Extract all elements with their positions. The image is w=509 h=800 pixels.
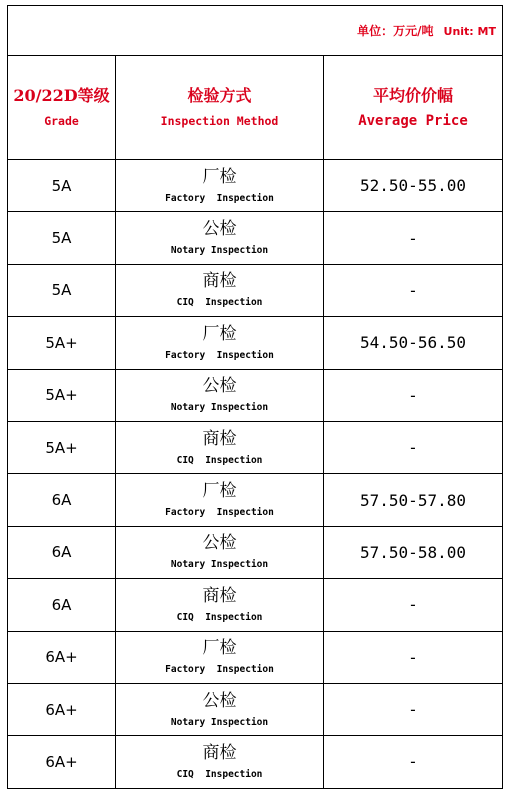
table-row: [8, 317, 503, 369]
method-cell: [116, 474, 324, 526]
method-en: CIQ Inspection: [176, 454, 263, 466]
price-table: [7, 5, 503, 789]
table-row: [8, 579, 503, 631]
method-cell: [116, 683, 324, 735]
header-grade-en: Grade: [44, 113, 79, 128]
price-cell: -: [324, 736, 503, 788]
table-row: [8, 160, 503, 212]
method-cn: 公检: [202, 376, 237, 397]
header-method: [116, 56, 324, 160]
table-row: [8, 631, 503, 683]
header-grade: [8, 56, 116, 160]
header-price-cn: 平均价价幅: [372, 85, 453, 105]
table-row: [8, 369, 503, 421]
table-row: [8, 526, 503, 578]
price-cell: -: [324, 631, 503, 683]
method-cn: 商检: [202, 428, 237, 449]
grade-cell: 5A: [8, 212, 116, 264]
header-price: [324, 56, 503, 160]
method-cell: [116, 631, 324, 683]
method-en: Factory Inspection: [165, 664, 274, 676]
method-cn: 厂检: [202, 481, 237, 502]
price-cell: 57.50-57.80: [324, 474, 503, 526]
grade-cell: 5A+: [8, 317, 116, 369]
method-en: Notary Inspection: [170, 716, 269, 728]
method-en: Notary Inspection: [170, 245, 269, 257]
table-row: [8, 264, 503, 316]
method-cn: 商检: [202, 585, 237, 606]
method-en: Factory Inspection: [165, 507, 274, 519]
method-en: Factory Inspection: [165, 192, 274, 204]
unit-label-cn: 单位：万元/吨: [357, 23, 434, 38]
price-cell: -: [324, 579, 503, 631]
table-row: [8, 683, 503, 735]
price-cell: 52.50-55.00: [324, 160, 503, 212]
grade-cell: 6A: [8, 474, 116, 526]
price-cell: -: [324, 264, 503, 316]
method-en: CIQ Inspection: [176, 611, 263, 623]
grade-cell: 6A+: [8, 736, 116, 788]
method-cell: [116, 526, 324, 578]
grade-cell: 6A+: [8, 631, 116, 683]
method-en: CIQ Inspection: [176, 297, 263, 309]
method-cn: 公检: [202, 690, 237, 711]
method-cell: [116, 736, 324, 788]
method-cell: [116, 160, 324, 212]
price-cell: 54.50-56.50: [324, 317, 503, 369]
price-cell: -: [324, 369, 503, 421]
unit-label-en: Unit: MT: [443, 24, 496, 38]
method-cell: [116, 369, 324, 421]
grade-cell: 6A: [8, 579, 116, 631]
grade-cell: 5A: [8, 160, 116, 212]
method-cn: 厂检: [202, 166, 237, 187]
grade-cell: 5A+: [8, 421, 116, 473]
method-cell: [116, 317, 324, 369]
method-en: Factory Inspection: [165, 349, 274, 361]
method-cell: [116, 579, 324, 631]
method-en: CIQ Inspection: [176, 768, 263, 780]
method-cn: 商检: [202, 742, 237, 763]
table-row: [8, 474, 503, 526]
grade-cell: 5A+: [8, 369, 116, 421]
method-cn: 公检: [202, 533, 237, 554]
unit-row: [8, 6, 503, 56]
price-table-body: [8, 6, 503, 789]
header-grade-cn: 20/22D等级: [13, 85, 110, 105]
grade-cell: 5A: [8, 264, 116, 316]
grade-cell: 6A+: [8, 683, 116, 735]
price-cell: -: [324, 683, 503, 735]
table-row: [8, 212, 503, 264]
header-row: [8, 56, 503, 160]
method-en: Notary Inspection: [170, 559, 269, 571]
header-method-cn: 检验方式: [187, 85, 252, 105]
method-en: Notary Inspection: [170, 402, 269, 414]
price-cell: 57.50-58.00: [324, 526, 503, 578]
header-price-en: Average Price: [358, 112, 468, 129]
grade-cell: 6A: [8, 526, 116, 578]
unit-cell: [8, 6, 503, 56]
method-cn: 厂检: [202, 638, 237, 659]
price-cell: -: [324, 212, 503, 264]
header-method-en: Inspection Method: [160, 113, 279, 128]
method-cn: 公检: [202, 219, 237, 240]
method-cell: [116, 212, 324, 264]
method-cell: [116, 421, 324, 473]
method-cn: 商检: [202, 271, 237, 292]
table-row: [8, 421, 503, 473]
table-row: [8, 736, 503, 788]
price-cell: -: [324, 421, 503, 473]
method-cell: [116, 264, 324, 316]
method-cn: 厂检: [202, 323, 237, 344]
